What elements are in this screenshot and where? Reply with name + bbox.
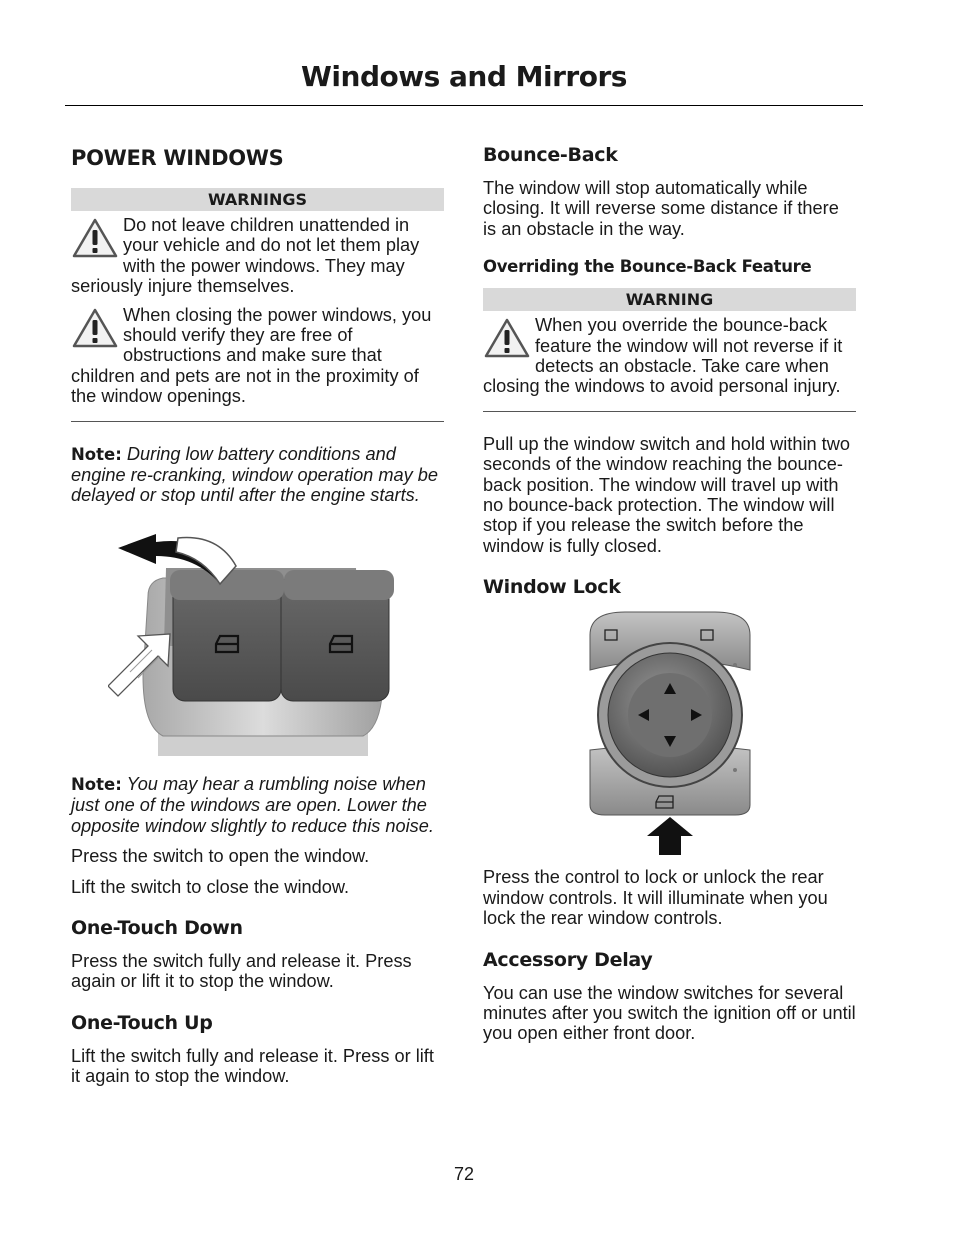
warning-box: [483, 288, 856, 412]
note-rumbling: [71, 774, 444, 836]
accessory-delay-text: You can use the window switches for several minutes after you switch the ignition off or until you open either front door.: [483, 982, 856, 1044]
window-switch-illustration: [108, 526, 408, 756]
note-label: Note:: [71, 774, 122, 794]
page-number: 72: [453, 1164, 475, 1184]
warning-text: Do not leave children unattended in your vehicle and do not let them play with the power windows. They may seriously injure themselves.: [71, 215, 420, 297]
left-column: [71, 140, 444, 1097]
window-lock-text: Press the control to lock or unlock the rear window controls. It will illuminate when you lock the rear window controls.: [483, 867, 828, 929]
one-touch-up-heading: One-Touch Up: [71, 1011, 213, 1034]
one-touch-up-text: Lift the switch fully and release it. Press or lift it again to stop the window.: [71, 1045, 434, 1087]
section-title: POWER WINDOWS: [71, 146, 284, 170]
warning-text: When closing the power windows, you should verify they are free of obstructions and make sure that children and pets are not in the proximity of the window openings.: [71, 304, 432, 407]
warning-heading: WARNING: [483, 288, 856, 311]
accessory-delay-heading: Accessory Delay: [483, 948, 653, 971]
bounce-back-text: The window will stop automatically while closing. It will reverse some distance if there is an obstacle in the way.: [483, 178, 839, 239]
warnings-heading: WARNINGS: [71, 188, 444, 211]
warning-item: [483, 315, 856, 397]
note-text: You may hear a rumbling noise when just one of the windows are open. Lower the opposite window slightly to reduce this noise.: [71, 773, 434, 836]
one-touch-down-text: Press the switch fully and release it. Press again or lift it to stop the window.: [71, 950, 412, 992]
warning-triangle-icon: [483, 317, 531, 359]
warning-triangle-icon: [71, 217, 119, 259]
override-text: Pull up the window switch and hold within two seconds of the window reaching the bounce-back position. The window will travel up with no bounce-back protection. The window will stop if you release the switch before the window is fully closed.: [483, 433, 850, 556]
title-divider: [65, 105, 863, 106]
warnings-box: [71, 188, 444, 422]
note-text: During low battery conditions and engine re-cranking, window operation may be delayed or stop until after the engine starts.: [71, 443, 438, 506]
window-lock-heading: Window Lock: [483, 576, 621, 599]
right-column: [483, 140, 856, 1054]
warning-triangle-icon: [71, 307, 119, 349]
note-label: Note:: [71, 444, 122, 464]
bounce-back-heading: Bounce-Back: [483, 144, 618, 166]
para-open: Press the switch to open the window.: [71, 846, 370, 867]
warning-item: [71, 215, 444, 297]
warning-item: [71, 305, 444, 407]
mirror-control-illustration: [585, 610, 755, 855]
warning-text: When you override the bounce-back feature the window will not reverse if it detects an obstacle. Take care when closing the windows to avoid personal injury.: [483, 315, 843, 397]
override-heading: Overriding the Bounce-Back Feature: [483, 257, 812, 277]
one-touch-down-heading: One-Touch Down: [71, 916, 243, 939]
note-battery: [71, 444, 444, 506]
para-close: Lift the switch to close the window.: [71, 876, 350, 897]
page-title: Windows and Mirrors: [301, 60, 627, 93]
